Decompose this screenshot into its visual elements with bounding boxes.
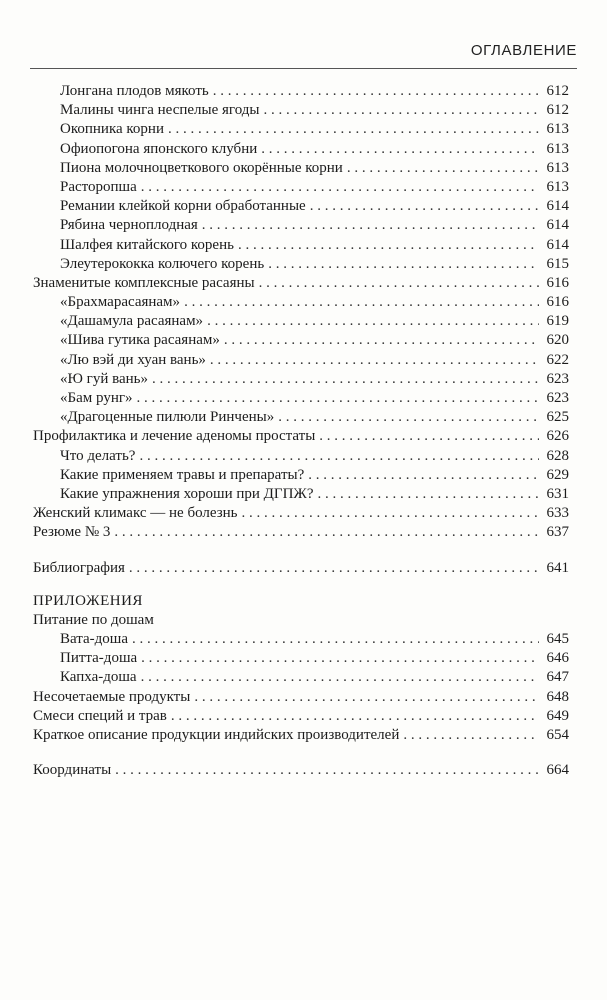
toc-dot-leader [141, 668, 539, 687]
toc-dot-leader [202, 216, 539, 235]
toc-entry-title: Ремании клейкой корни обработанные [60, 198, 306, 215]
toc-dot-leader [310, 197, 539, 216]
toc-dot-leader [132, 630, 539, 649]
toc-entry-title: Шалфея китайского корень [60, 236, 234, 253]
toc-entry[interactable] [33, 159, 569, 178]
toc-entry-page: 664 [546, 762, 569, 779]
toc-entry-page: 616 [546, 274, 569, 291]
toc-dot-leader [263, 101, 539, 120]
toc-entry[interactable] [33, 668, 569, 687]
toc-dot-leader [278, 408, 539, 427]
toc-entry-page: 612 [546, 83, 569, 99]
toc-entry-page: 628 [546, 447, 569, 464]
toc-entry[interactable] [33, 216, 569, 235]
toc-entry-title: Расторопша [60, 178, 137, 195]
toc-entry[interactable] [33, 351, 569, 370]
toc-entry-page: 619 [546, 313, 569, 330]
toc-dot-leader [194, 688, 539, 707]
toc-entry-page: 614 [546, 236, 569, 253]
toc-dot-leader [403, 726, 539, 745]
toc-entry-page: 647 [546, 669, 569, 686]
toc-dot-leader [141, 178, 539, 197]
toc-entry-title: Окопника корни [60, 121, 164, 138]
toc-entry-page: 631 [546, 485, 569, 502]
page-header [30, 38, 577, 69]
toc-entry[interactable] [33, 707, 569, 726]
toc-entry-title: Смеси специй и трав [33, 707, 167, 724]
toc-entry-page: 620 [546, 332, 569, 349]
toc-entry-title: Вата-доша [60, 631, 129, 648]
toc-entry-title: Какие применяем травы и препараты? [60, 466, 305, 483]
toc-entry-title: Питта-доша [60, 650, 138, 667]
header-title: ОГЛАВЛЕНИЕ [470, 42, 577, 59]
toc-entry-page: 648 [546, 688, 569, 705]
table-of-contents [33, 82, 569, 780]
toc-entry[interactable] [33, 120, 569, 139]
toc-entry-title: Резюме № 3 [33, 524, 111, 541]
toc-dot-leader [139, 447, 539, 466]
toc-entry[interactable] [33, 688, 569, 707]
toc-entry-title: «Лю вэй ди хуан вань» [60, 351, 206, 368]
toc-entry-title: «Бам рунг» [60, 390, 133, 406]
toc-entry-page: 613 [546, 140, 569, 157]
toc-dot-leader [319, 427, 539, 446]
toc-dot-leader [114, 523, 539, 542]
toc-entry-title: «Брахмарасаянам» [60, 294, 181, 311]
toc-entry-page: 616 [546, 294, 569, 311]
toc-entry[interactable] [33, 274, 569, 293]
toc-entry-title: Какие упражнения хороши при ДГПЖ? [60, 485, 314, 502]
toc-entry[interactable] [33, 82, 569, 101]
toc-entry-page: 614 [546, 198, 569, 215]
toc-dot-leader [184, 293, 539, 312]
toc-entry-contacts[interactable] [33, 761, 569, 780]
toc-entry[interactable] [33, 197, 569, 216]
toc-entry[interactable] [33, 466, 569, 485]
toc-entry-title: Капха-доша [60, 669, 137, 686]
toc-dot-leader [242, 504, 539, 523]
toc-entry[interactable] [33, 140, 569, 159]
toc-entry-page: 612 [546, 102, 569, 119]
toc-dot-leader [141, 649, 539, 668]
toc-dot-leader [129, 559, 539, 578]
toc-entry[interactable] [33, 408, 569, 427]
toc-entry-title: «Драгоценные пилюли Ринчены» [60, 409, 275, 426]
toc-entry-page: 646 [546, 650, 569, 667]
toc-entry-page: 641 [546, 559, 569, 576]
toc-entry-page: 645 [546, 631, 569, 648]
toc-entry-page: 614 [546, 217, 569, 234]
toc-dot-leader [137, 389, 540, 408]
toc-entry-page: 649 [546, 707, 569, 724]
toc-dot-leader [210, 351, 539, 370]
toc-entry-title: Элеутерококка колючего корень [60, 255, 265, 272]
toc-entry-title: Профилактика и лечение аденомы простаты [33, 428, 316, 445]
toc-entry-title: Малины чинга неспелые ягоды [60, 102, 260, 119]
toc-entry[interactable] [33, 312, 569, 331]
toc-entry[interactable] [33, 178, 569, 197]
toc-entry-page: 623 [546, 390, 569, 406]
toc-dot-leader [115, 761, 539, 780]
toc-dot-leader [318, 485, 539, 504]
toc-entry-title: «Шива гутика расаянам» [60, 332, 220, 349]
toc-entry-title: Лонгана плодов мякоть [60, 83, 209, 99]
toc-entry-title: Краткое описание продукции индийских производителей [33, 727, 400, 743]
toc-dot-leader [207, 312, 539, 331]
toc-entry-page: 623 [546, 370, 569, 387]
toc-dot-leader [259, 274, 539, 293]
toc-entry-page: 654 [546, 727, 569, 743]
toc-entry-title: Координаты [33, 762, 112, 779]
toc-entry-title: Что делать? [60, 447, 136, 464]
toc-entry-title: Знаменитые комплексные расаяны [33, 274, 255, 291]
toc-dot-leader [238, 236, 539, 255]
toc-entry[interactable] [33, 427, 569, 446]
toc-entry-page: 626 [546, 428, 569, 445]
toc-entry[interactable] [33, 370, 569, 389]
toc-entry[interactable] [33, 389, 569, 408]
toc-dot-leader [268, 255, 539, 274]
toc-entry[interactable] [33, 630, 569, 649]
toc-entry-title: Библиография [33, 559, 125, 576]
toc-dot-leader [171, 707, 539, 726]
toc-entry-page: 613 [546, 159, 569, 176]
spacer [33, 543, 569, 559]
toc-entry-page: 622 [546, 351, 569, 368]
spacer [33, 745, 569, 761]
toc-dot-leader [261, 140, 539, 159]
toc-entry-title: «Ю гуй вань» [60, 370, 149, 387]
toc-entry-title: Женский климакс — не болезнь [33, 505, 238, 522]
toc-entry[interactable] [33, 485, 569, 504]
toc-entry-page: 637 [546, 524, 569, 541]
toc-entry-title: Рябина черноплодная [60, 217, 198, 234]
toc-entry-bibliography[interactable] [33, 559, 569, 578]
toc-entry[interactable] [33, 523, 569, 542]
toc-entry-title: «Дашамула расаянам» [60, 313, 204, 330]
toc-dot-leader [213, 82, 539, 101]
toc-entry-page: 615 [546, 255, 569, 272]
toc-entry-title: Офиопогона японского клубни [60, 140, 258, 157]
toc-entry[interactable] [33, 236, 569, 255]
toc-entry[interactable] [33, 726, 569, 745]
toc-entry[interactable] [33, 447, 569, 466]
toc-entry[interactable] [33, 331, 569, 350]
toc-dot-leader [168, 120, 539, 139]
toc-entry-page: 613 [546, 178, 569, 195]
toc-entry-page: 633 [546, 505, 569, 522]
toc-entry-page: 625 [546, 409, 569, 426]
toc-dot-leader [308, 466, 539, 485]
toc-entry[interactable] [33, 255, 569, 274]
toc-entry-page: 613 [546, 121, 569, 138]
toc-entry-title: Несочетаемые продукты [33, 688, 191, 705]
appendix-subheading[interactable]: Питание по дошам [33, 611, 154, 628]
toc-entry[interactable] [33, 649, 569, 668]
toc-dot-leader [152, 370, 539, 389]
toc-entry[interactable] [33, 101, 569, 120]
appendix-heading: ПРИЛОЖЕНИЯ [33, 592, 143, 609]
toc-dot-leader [224, 331, 539, 350]
toc-group-appendix [33, 630, 569, 745]
toc-group-main [33, 82, 569, 543]
toc-entry-page: 629 [546, 466, 569, 483]
spacer [33, 578, 569, 592]
toc-entry-title: Пиона молочноцветкового окорённые корни [60, 159, 343, 176]
toc-entry[interactable] [33, 293, 569, 312]
toc-entry[interactable] [33, 504, 569, 523]
toc-dot-leader [347, 159, 539, 178]
